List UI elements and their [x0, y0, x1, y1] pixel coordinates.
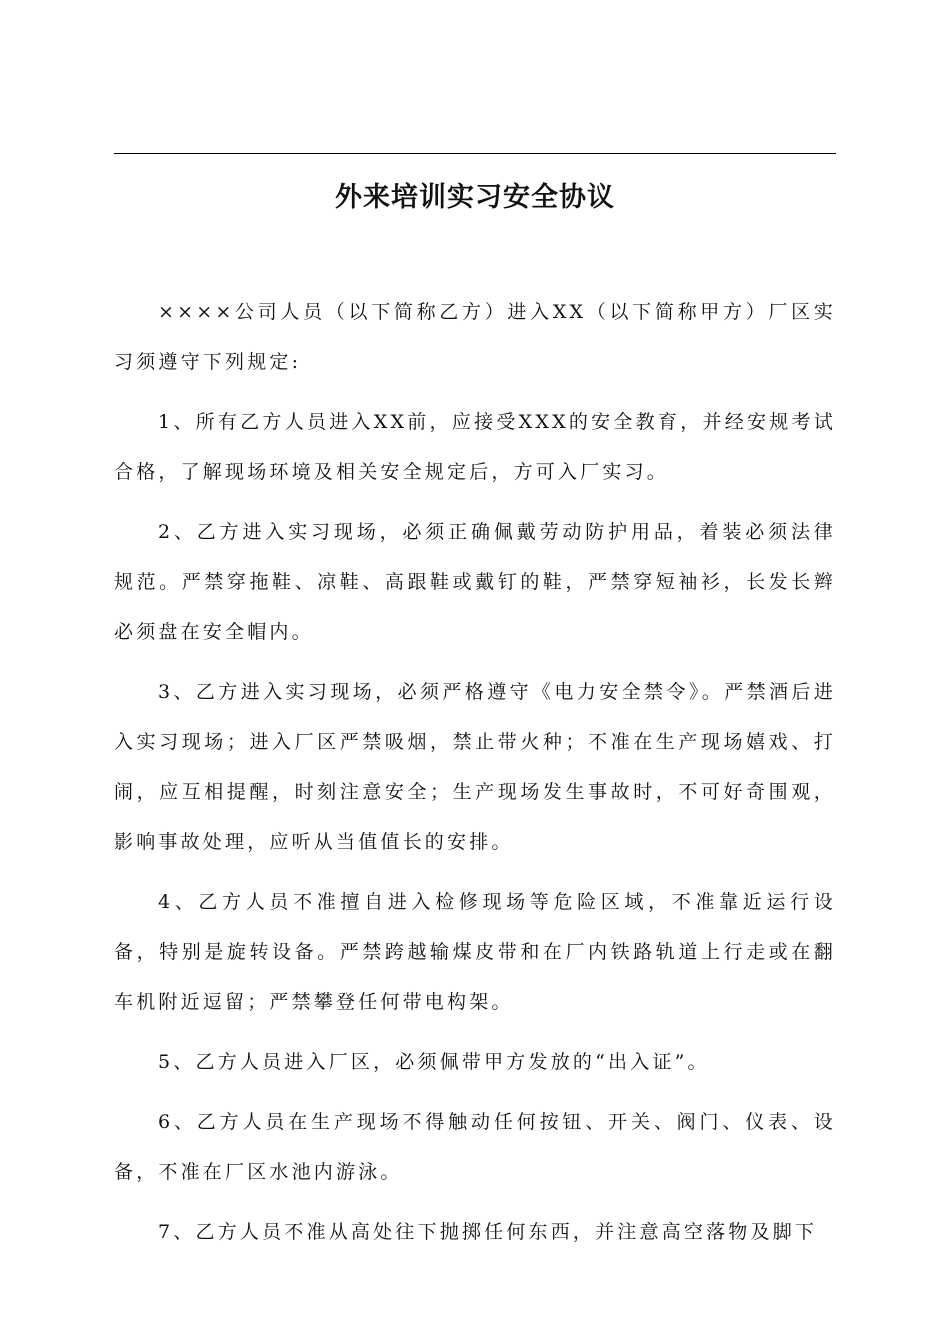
clause-3: 3、乙方进入实习现场，必须严格遵守《电力安全禁令》。严禁酒后进入实习现场；进入厂区严禁吸烟，禁止带火种；不准在生产现场嬉戏、打闹，应互相提醒，时刻注意安全；生产现场发生事故时，不可好奇围观，影响事故处理，应听从当值值长的安排。	[114, 681, 836, 853]
clause-2: 2、乙方进入实习现场，必须正确佩戴劳动防护用品，着装必须法律规范。严禁穿拖鞋、凉鞋、高跟鞋或戴钉的鞋，严禁穿短袖衫，长发长辫必须盘在安全帽内。	[114, 521, 836, 643]
clause-4: 4、乙方人员不准擅自进入检修现场等危险区域，不准靠近运行设备，特别是旋转设备。严禁跨越输煤皮带和在厂内铁路轨道上行走或在翻车机附近逗留；严禁攀登任何带电构架。	[114, 891, 836, 1013]
clause-6: 6、乙方人员在生产现场不得触动任何按钮、开关、阀门、仪表、设备，不准在厂区水池内游泳。	[114, 1111, 836, 1183]
clause-7: 7、乙方人员不准从高处往下抛掷任何东西，并注意高空落物及脚下	[158, 1221, 818, 1243]
document-title: 外来培训实习安全协议	[335, 182, 615, 213]
header-rule	[114, 153, 836, 154]
intro-paragraph: ××××公司人员（以下简称乙方）进入XX（以下简称甲方）厂区实习须遵守下列规定:	[114, 301, 836, 373]
document-body	[114, 287, 836, 1267]
clause-5: 5、乙方人员进入厂区，必须佩带甲方发放的“出入证”。	[158, 1051, 710, 1073]
clause-1: 1、所有乙方人员进入XX前，应接受XXX的安全教育，并经安规考试合格，了解现场环境及相关安全规定后，方可入厂实习。	[114, 411, 836, 483]
